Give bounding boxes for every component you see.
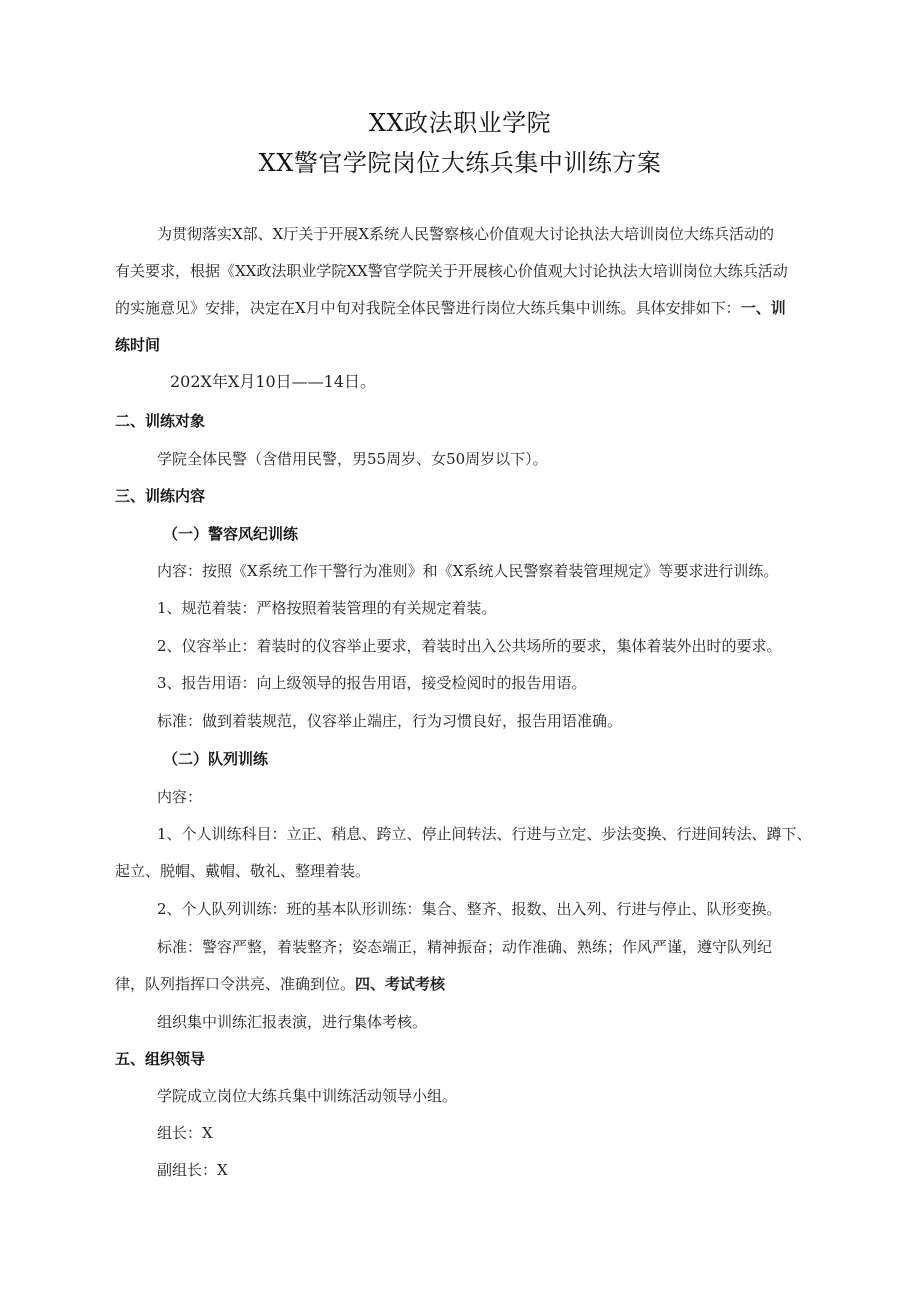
section2-text: 学院全体民警（含借用民警，男55周岁、女50周岁以下）。 [157,450,548,468]
section4-text: 组织集中训练汇报表演，进行集体考核。 [157,1013,428,1031]
sub1-item-2: 2、仪容举止：着装时的仪容举止要求，着装时出入公共场所的要求，集体着装外出时的要求。 [157,637,782,655]
sub2-standard-line-2-text: 律，队列指挥口令洪亮、准确到位。 [115,975,356,993]
sub1-heading: （一）警容风纪训练 [163,525,299,543]
deputy-leader-line: 副组长：X [157,1161,228,1179]
section4-heading: 四、考试考核 [355,975,446,993]
sub1-item-3: 3、报告用语：向上级领导的报告用语，接受检阅时的报告用语。 [157,674,587,692]
sub1-standard: 标准：做到着装规范，仪容举止端庄，行为习惯良好，报告用语准确。 [157,712,623,730]
document-title-line-2: XX警官学院岗位大练兵集中训练方案 [258,149,662,177]
section3-heading: 三、训练内容 [115,487,206,505]
section2-heading: 二、训练对象 [115,412,206,430]
sub2-item-1-line-2: 起立、脱帽、戴帽、敬礼、整理着装。 [115,862,371,880]
sub1-item-1: 1、规范着装：严格按照着装管理的有关规定着装。 [157,599,497,617]
sub2-item-1-line-1: 1、个人训练科目：立正、稍息、跨立、停止间转法、行进与立定、步法变换、行进间转法、蹲下、 [157,825,812,843]
intro-line-2: 有关要求，根据《XX政法职业学院XX警官学院关于开展核心价值观大讨论执法大培训岗位大练兵活动 [115,262,788,280]
training-time: 202X年X月10日——14日。 [170,372,377,391]
intro-line-3-text: 的实施意见》安排，决定在X月中旬对我院全体民警进行岗位大练兵集中训练。具体安排如下： [115,299,741,317]
section5-heading: 五、组织领导 [115,1050,206,1068]
intro-line-3 [115,298,786,318]
sub2-heading: （二）队列训练 [163,750,269,768]
sub2-content: 内容： [157,788,203,806]
sub2-standard-line-1: 标准：警容严整，着装整齐；姿态端正，精神振奋；动作准确、熟练；作风严谨，遵守队列纪 [157,938,773,956]
intro-line-1: 为贯彻落实X部、X厅关于开展X系统人民警察核心价值观大讨论执法大培训岗位大练兵活动的 [157,225,775,243]
leader-line: 组长：X [157,1124,213,1142]
section5-text: 学院成立岗位大练兵集中训练活动领导小组。 [157,1087,458,1105]
sub2-item-2: 2、个人队列训练：班的基本队形训练：集合、整齐、报数、出入列、行进与停止、队形变换。 [157,900,782,918]
sub1-content: 内容：按照《X系统工作干警行为准则》和《X系统人民警察着装管理规定》等要求进行训练。 [157,562,779,580]
section1-heading-part-1: 一、训 [740,299,786,317]
sub2-standard-line-2 [115,974,445,994]
section1-heading-part-2: 练时间 [115,336,161,354]
document-title-line-1: XX政法职业学院 [368,109,552,137]
